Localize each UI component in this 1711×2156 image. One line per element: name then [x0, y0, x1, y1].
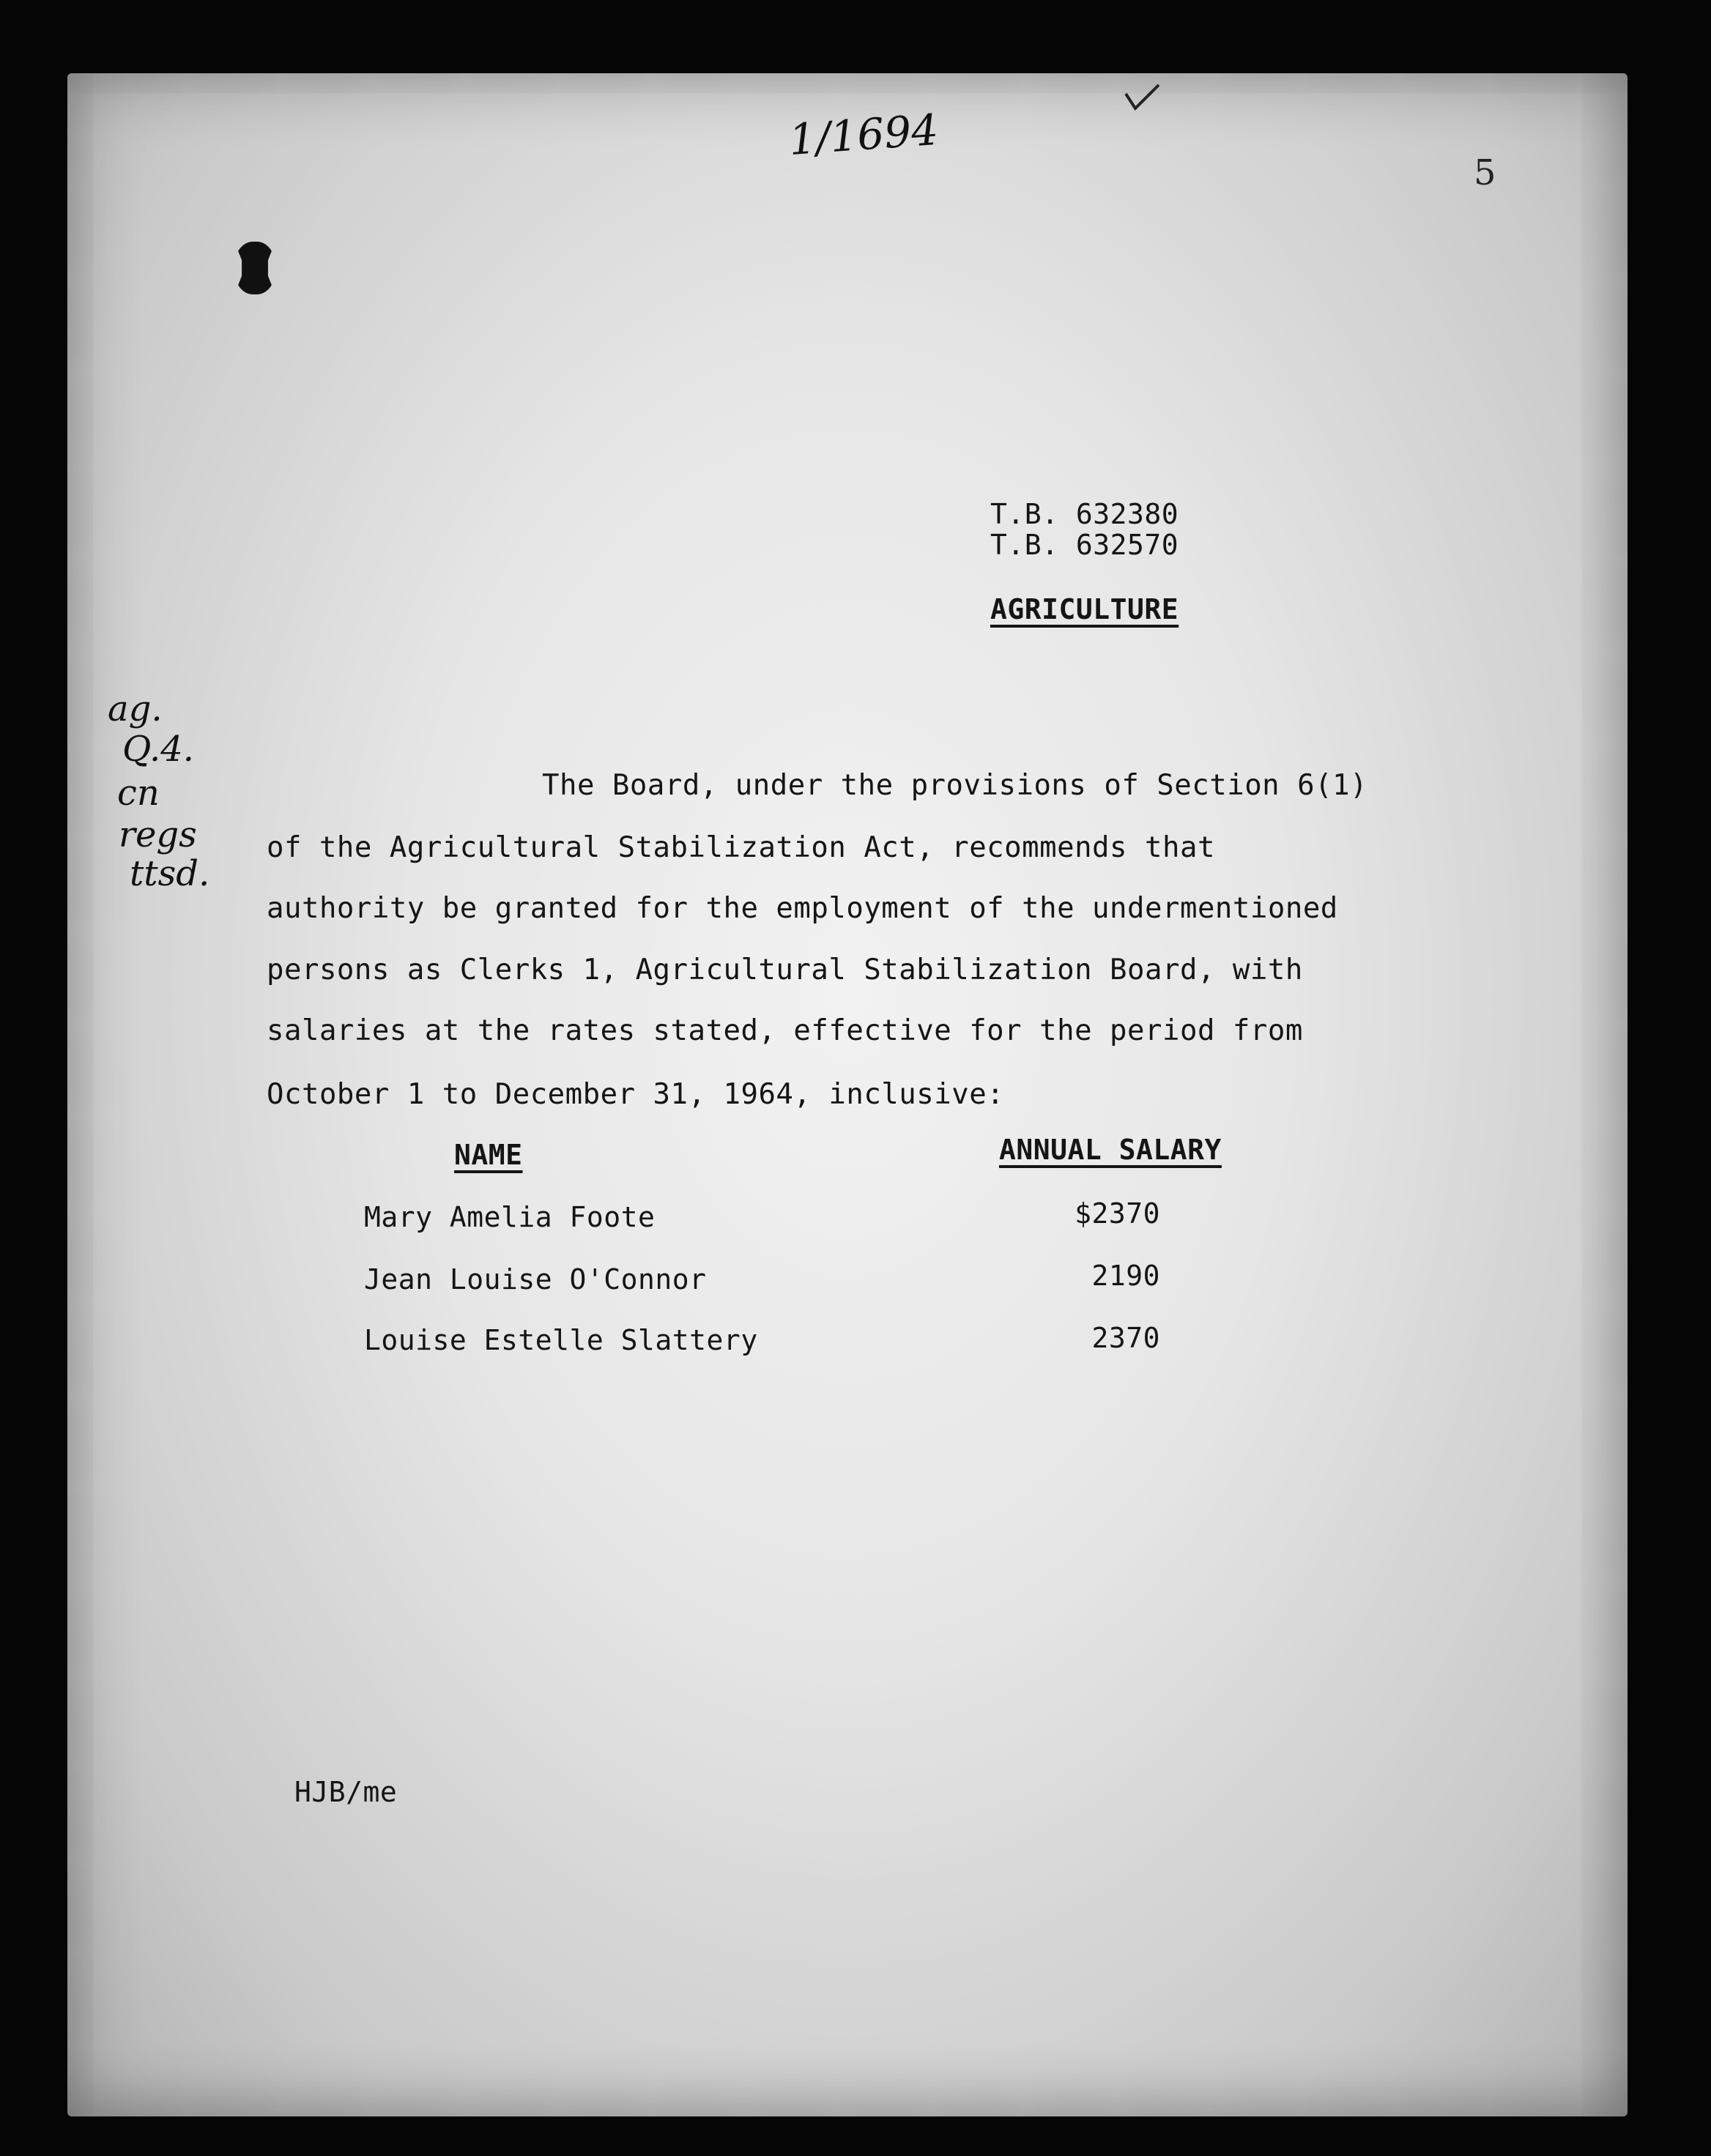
document-page: 1/1694 5 T.B. 632380 T.B. 632570 AGRICULTURE ag. Q.4. cn regs ttsd. The Board, under the provisions of Section 6(1) of the Agricultural Stabilization Act, recommends that authority be granted for the employment of the undermentioned persons as Clerks 1, Agricultural Stabilization Board, with salaries at the rates stated, effective for the period from October 1 to December 31, 1964, inclusive: NAME ANNUAL SALARY Mary Amelia Foote $2370 Jean Louise O'Connor 2190 Louise Estelle Slattery 2370 HJB/me [67, 73, 1628, 2116]
typist-initials: HJB/me [294, 1776, 398, 1808]
table-header-name: NAME [454, 1139, 523, 1171]
punch-hole [234, 242, 275, 294]
annual-salary: 2190 [1091, 1260, 1160, 1292]
reference-number: T.B. 632570 [990, 529, 1179, 561]
handwritten-file-number: 1/1694 [787, 104, 940, 166]
check-mark-icon [1122, 81, 1166, 117]
employee-name: Mary Amelia Foote [364, 1201, 656, 1233]
employee-name: Jean Louise O'Connor [364, 1263, 707, 1296]
body-text-line: persons as Clerks 1, Agricultural Stabilization Board, with [267, 954, 1303, 986]
reference-number: T.B. 632380 [990, 498, 1179, 530]
annual-salary: $2370 [1075, 1197, 1160, 1230]
annual-salary: 2370 [1091, 1322, 1160, 1354]
table-header-salary: ANNUAL SALARY [999, 1134, 1222, 1166]
page-number: 5 [1474, 152, 1496, 193]
department-heading: AGRICULTURE [990, 593, 1179, 625]
body-text-line: The Board, under the provisions of Section 6(1) [542, 769, 1368, 802]
body-text-line: of the Agricultural Stabilization Act, recommends that [267, 831, 1215, 864]
body-text-line: salaries at the rates stated, effective for the period from [267, 1014, 1303, 1047]
body-text-line: October 1 to December 31, 1964, inclusive: [267, 1078, 1005, 1111]
employee-name: Louise Estelle Slattery [364, 1324, 758, 1356]
body-text-line: authority be granted for the employment of the undermentioned [267, 892, 1338, 925]
